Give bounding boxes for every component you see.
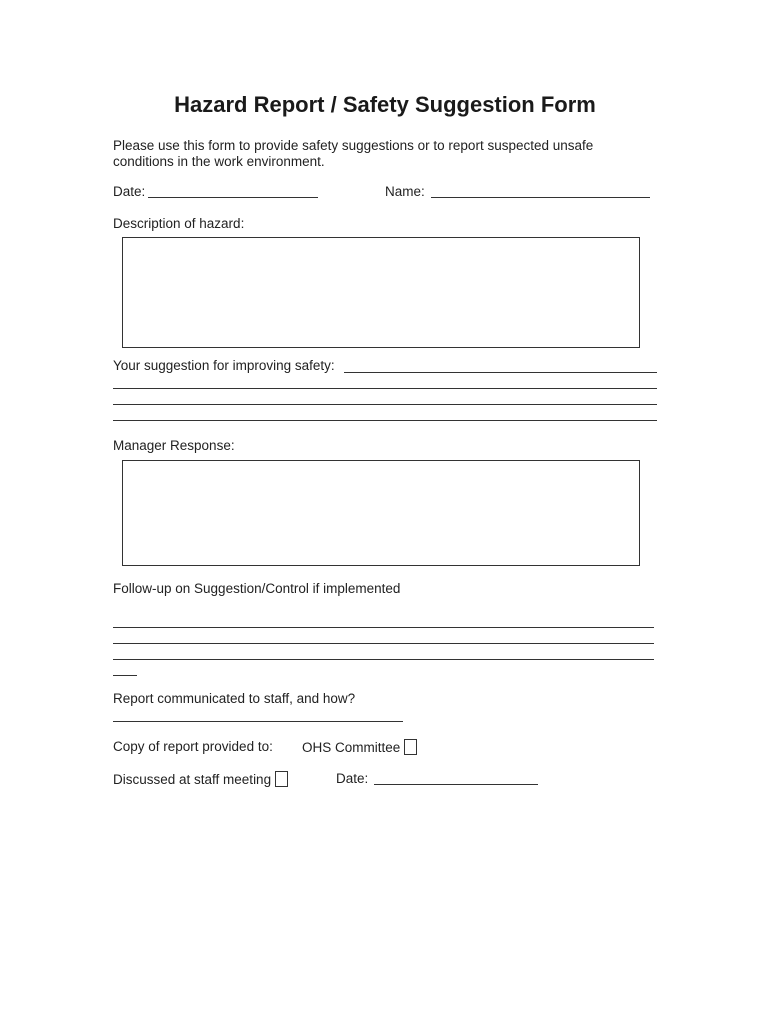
followup-line-1[interactable] (113, 627, 654, 628)
discussed-option (113, 771, 288, 788)
date2-label: Date: (336, 771, 369, 786)
communicated-line[interactable] (113, 721, 403, 722)
followup-line-3[interactable] (113, 659, 654, 660)
followup-label: Follow-up on Suggestion/Control if implemented (113, 581, 401, 596)
ohs-committee-checkbox[interactable] (404, 739, 417, 755)
suggestion-line-4[interactable] (113, 420, 657, 421)
ohs-committee-label: OHS Committee (302, 740, 401, 755)
copy-label: Copy of report provided to: (113, 739, 273, 754)
description-box[interactable] (122, 237, 640, 348)
followup-line-2[interactable] (113, 643, 654, 644)
suggestion-line-2[interactable] (113, 388, 657, 389)
date2-field[interactable] (374, 784, 538, 785)
suggestion-label: Your suggestion for improving safety: (113, 358, 335, 373)
intro-text: Please use this form to provide safety suggestions or to report suspected unsafe conditions in the work environment. (113, 138, 594, 169)
suggestion-line-1[interactable] (344, 372, 657, 373)
ohs-committee-option (302, 739, 417, 756)
name-field[interactable] (431, 197, 650, 198)
manager-response-box[interactable] (122, 460, 640, 566)
date-field[interactable] (148, 197, 318, 198)
name-label: Name: (385, 184, 425, 199)
manager-label: Manager Response: (113, 438, 235, 453)
form-title: Hazard Report / Safety Suggestion Form (174, 92, 596, 117)
suggestion-line-3[interactable] (113, 404, 657, 405)
description-label: Description of hazard: (113, 216, 245, 231)
discussed-label: Discussed at staff meeting (113, 772, 272, 787)
followup-line-4[interactable] (113, 675, 137, 676)
date-label: Date: (113, 184, 146, 199)
communicated-label: Report communicated to staff, and how? (113, 691, 356, 706)
discussed-checkbox[interactable] (275, 771, 288, 787)
